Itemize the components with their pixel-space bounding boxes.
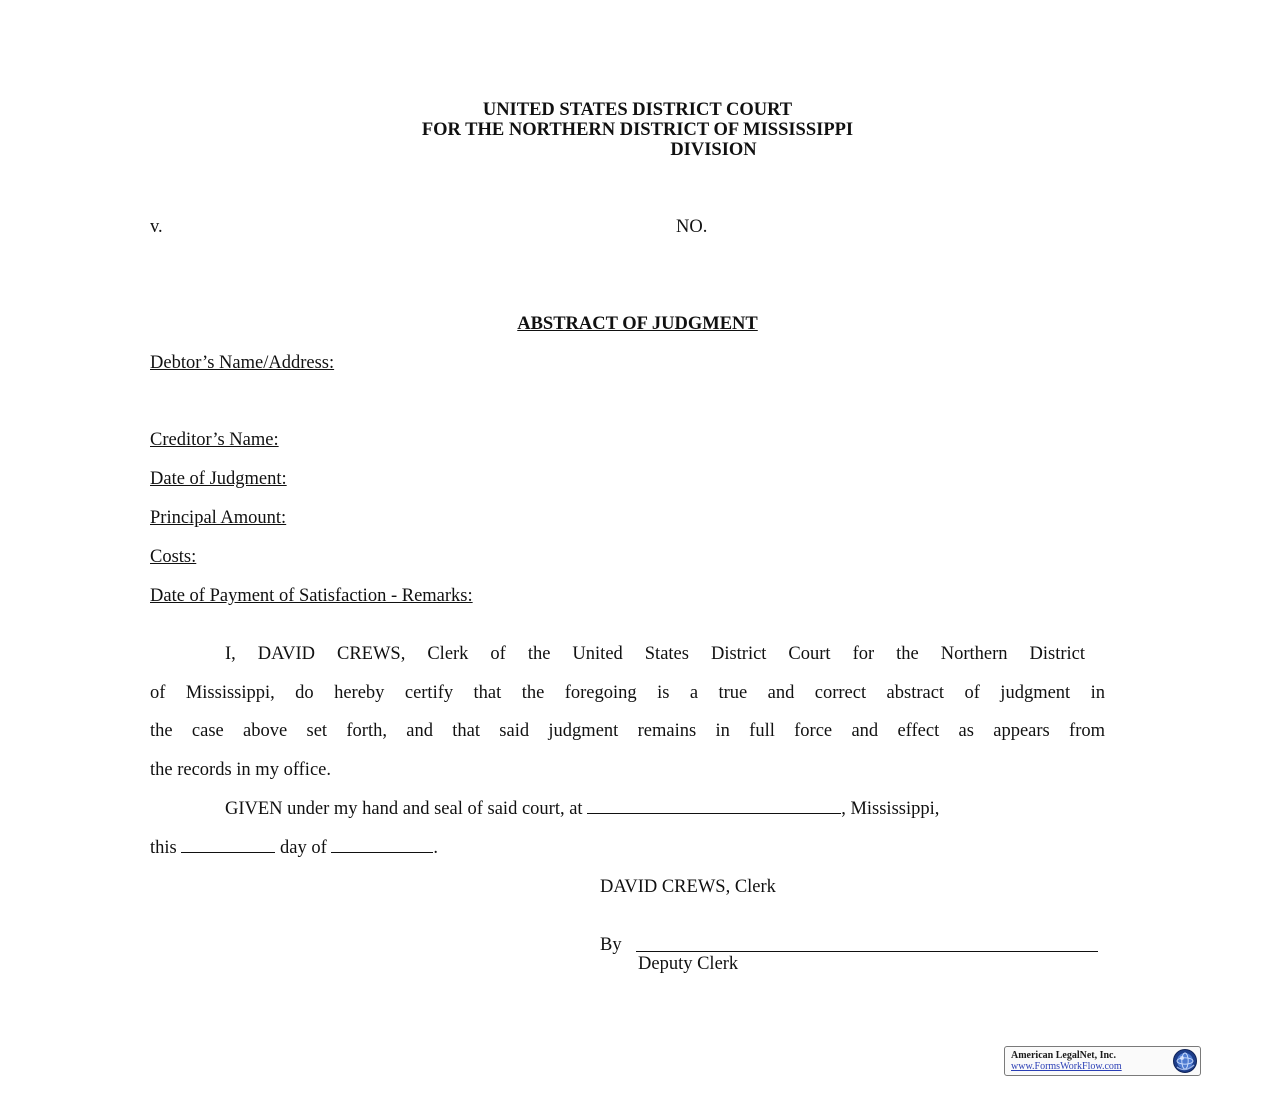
case-number-label: NO. (676, 217, 708, 237)
case-versus: v. (150, 217, 163, 237)
date-day-of: day of (279, 838, 327, 858)
court-caption-division: DIVISION (670, 140, 757, 160)
certification-line-4: the records in my office. (150, 760, 331, 780)
given-line (225, 799, 939, 820)
given-suffix: , Mississippi, (841, 799, 940, 819)
clerk-name: DAVID CREWS, Clerk (600, 877, 776, 897)
principal-amount-label: Principal Amount: (150, 508, 287, 528)
american-legalnet-badge[interactable] (1004, 1046, 1201, 1076)
date-line (150, 838, 438, 859)
signature-by-label: By (600, 935, 622, 955)
date-of-judgment-label: Date of Judgment: (150, 469, 287, 489)
costs-label: Costs: (150, 547, 197, 567)
badge-url-link[interactable]: www.FormsWorkFlow.com (1011, 1061, 1122, 1072)
date-of-payment-remarks-label: Date of Payment of Satisfaction - Remarks: (150, 586, 473, 606)
badge-company-name: American LegalNet, Inc. (1011, 1050, 1116, 1061)
court-caption-line2: FOR THE NORTHERN DISTRICT OF MISSISSIPPI (421, 120, 854, 140)
certification-line-2: of Mississippi, do hereby certify that the foregoing is a true and correct abstract of judgment in (150, 683, 1105, 703)
date-this: this (150, 838, 177, 858)
globe-logo-icon (1172, 1048, 1198, 1074)
creditor-name-label: Creditor’s Name: (150, 430, 279, 450)
certification-line-3: the case above set forth, and that said judgment remains in full force and effect as appears from (150, 721, 1105, 741)
court-caption-line1: UNITED STATES DISTRICT COURT (482, 100, 793, 120)
signature-line[interactable] (636, 951, 1098, 952)
debtor-name-address-label: Debtor’s Name/Address: (150, 353, 335, 373)
document-title: ABSTRACT OF JUDGMENT (517, 314, 758, 334)
date-period: . (433, 838, 438, 858)
deputy-clerk-label: Deputy Clerk (638, 954, 739, 974)
month-blank[interactable] (331, 838, 433, 853)
location-blank[interactable] (587, 799, 841, 814)
certification-line-1: I, DAVID CREWS, Clerk of the United States District Court for the Northern District (225, 644, 1085, 664)
day-blank[interactable] (181, 838, 275, 853)
given-prefix: GIVEN under my hand and seal of said court, at (225, 799, 583, 819)
